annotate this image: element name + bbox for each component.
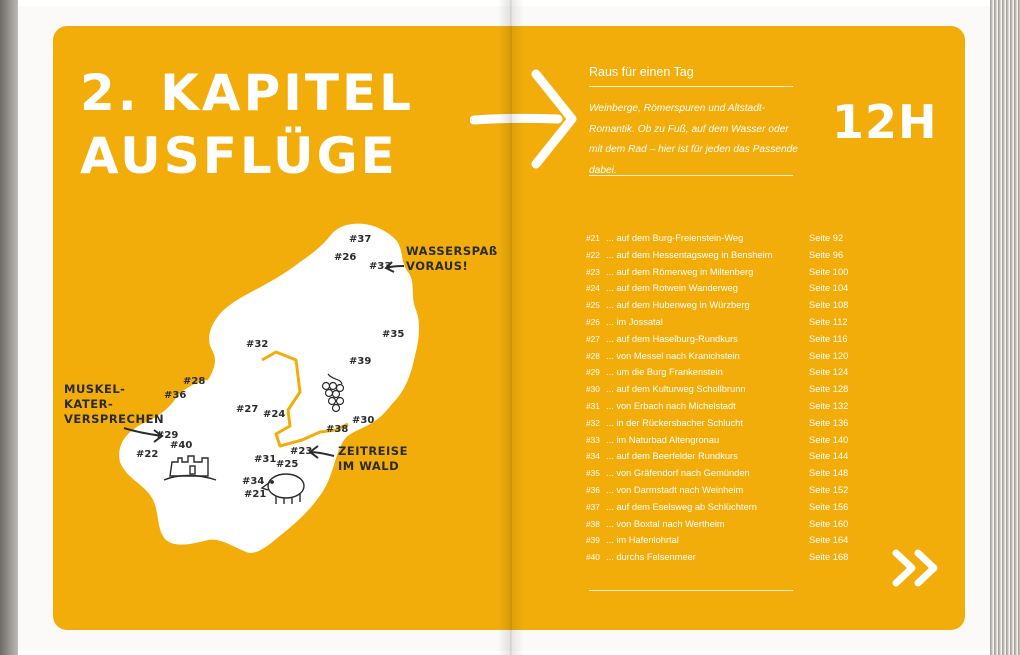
book-gutter [498, 0, 524, 655]
toc-title: ... von Messel nach Kranichstein [606, 350, 740, 361]
toc-title: ... von Gräfendorf nach Gemünden [606, 468, 750, 479]
toc-page: Seite 132 [809, 400, 849, 411]
intro-text: Weinberge, Römerspuren und Altstadt-Romantik. Ob zu Fuß, auf dem Wasser oder mit dem Rad – hier ist für jeden das Passende dabei. [589, 103, 798, 176]
map-label: #23 [290, 446, 313, 457]
toc-title: ... im Naturbad Altengronau [606, 434, 720, 445]
map-label: #30 [352, 415, 375, 426]
toc-number: #35 [586, 468, 600, 479]
map-label: #35 [382, 329, 405, 340]
map-label: #29 [156, 430, 179, 441]
map-label: #25 [276, 459, 299, 470]
toc-page: Seite 120 [809, 350, 849, 361]
toc-page: Seite 140 [809, 434, 849, 445]
toc-title: ... im Hafenlohrtal [606, 535, 679, 546]
toc-number: #29 [586, 367, 600, 378]
map-label: #40 [170, 440, 193, 451]
toc-number: #40 [586, 552, 600, 563]
toc-title: ... von Boxtal nach Wertheim [606, 518, 725, 529]
toc-title: ... von Erbach nach Michelstadt [606, 400, 736, 411]
toc-number: #26 [586, 316, 600, 327]
toc-page: Seite 124 [809, 367, 849, 378]
toc-page: Seite 152 [809, 484, 849, 495]
toc-number: #25 [586, 300, 600, 311]
map-label: #36 [164, 390, 187, 401]
toc-page: Seite 100 [809, 266, 849, 277]
toc-title: ... auf dem Römerweg in Miltenberg [606, 266, 754, 277]
toc-title: ... auf dem Hessentagsweg in Bensheim [606, 249, 773, 260]
right-arrow-icon [470, 62, 580, 172]
toc-title: ... auf dem Rotwein Wanderweg [606, 283, 738, 294]
map-label: #21 [244, 489, 267, 500]
toc-number: #21 [586, 233, 600, 243]
map-label: #33 [369, 261, 392, 272]
map-label: #26 [334, 252, 357, 263]
toc-number: #37 [586, 501, 600, 512]
toc-page: Seite 136 [809, 417, 849, 428]
toc-page: Seite 144 [809, 451, 849, 462]
toc-number: #24 [586, 283, 600, 294]
annotation-wasser: WASSERSPAß VORAUS! [406, 244, 498, 273]
toc-page: Seite 164 [809, 535, 849, 546]
map-label: #34 [242, 476, 265, 487]
map-label: #31 [254, 454, 277, 465]
toc-title: ... im Jossatal [606, 316, 663, 327]
double-chevron-right-icon[interactable] [890, 547, 942, 589]
chapter-title-line1: 2. KAPITEL [80, 64, 415, 122]
toc-title: ... auf dem Eselsweg ab Schlüchtern [606, 501, 757, 512]
toc-page: Seite 160 [809, 518, 849, 529]
toc-title: ... durchs Felsenmeer [606, 552, 696, 563]
toc-page: Seite 148 [809, 468, 849, 479]
toc-number: #27 [586, 333, 600, 344]
divider-bottom [589, 590, 793, 591]
map-label: #24 [263, 409, 286, 420]
duration-badge: 12H [832, 95, 938, 149]
toc-title: ... auf dem Hubenweg in Würzberg [606, 300, 750, 311]
map-label: #28 [183, 376, 206, 387]
toc-number: #22 [586, 249, 600, 260]
toc-title: ... in der Rückersbacher Schlucht [606, 417, 743, 428]
toc-number: #33 [586, 434, 600, 445]
toc-title: ... von Darmstadt nach Weinheim [606, 484, 744, 495]
toc-page: Seite 96 [809, 249, 844, 260]
map-label: #32 [246, 339, 269, 350]
map-label: #38 [326, 424, 349, 435]
toc-page: Seite 128 [809, 384, 849, 395]
map-label: #27 [236, 404, 259, 415]
map-region-shape [119, 224, 419, 553]
annotation-muskel: MUSKEL- KATER- VERSPRECHEN [64, 382, 165, 426]
divider-top [589, 86, 793, 87]
toc-page: Seite 92 [809, 233, 844, 243]
toc-number: #38 [586, 518, 600, 529]
toc-page: Seite 112 [809, 316, 848, 327]
toc-page: Seite 156 [809, 501, 849, 512]
toc-number: #23 [586, 266, 600, 277]
toc-title: ... auf dem Kulturweg Schollbrunn [606, 384, 746, 395]
toc-page: Seite 168 [809, 552, 849, 563]
map-label: #22 [136, 449, 159, 460]
annotation-zeitreise: ZEITREISE IM WALD [338, 444, 408, 473]
toc-number: #34 [586, 451, 600, 462]
toc-title: ... auf dem Beerfelder Rundkurs [606, 451, 738, 462]
toc-title: ... auf dem Haselburg-Rundkurs [606, 333, 738, 344]
toc-title: ... auf dem Burg-Freienstein-Weg [606, 233, 744, 243]
toc-number: #32 [586, 417, 600, 428]
toc-title: ... um die Burg Frankenstein [606, 367, 723, 378]
divider-intro [589, 175, 793, 176]
toc-number: #36 [586, 484, 600, 495]
toc-page: Seite 108 [809, 300, 849, 311]
section-label: Raus für einen Tag [589, 65, 694, 79]
toc-page: Seite 104 [809, 283, 849, 294]
toc-number: #39 [586, 535, 600, 546]
chapter-title-line2: AUSFLÜGE [80, 127, 398, 185]
map-label: #39 [349, 356, 372, 367]
toc-number: #28 [586, 350, 600, 361]
toc-number: #30 [586, 384, 600, 395]
toc-number: #31 [586, 400, 600, 411]
map-label: #37 [349, 234, 372, 245]
toc-page: Seite 116 [809, 333, 848, 344]
